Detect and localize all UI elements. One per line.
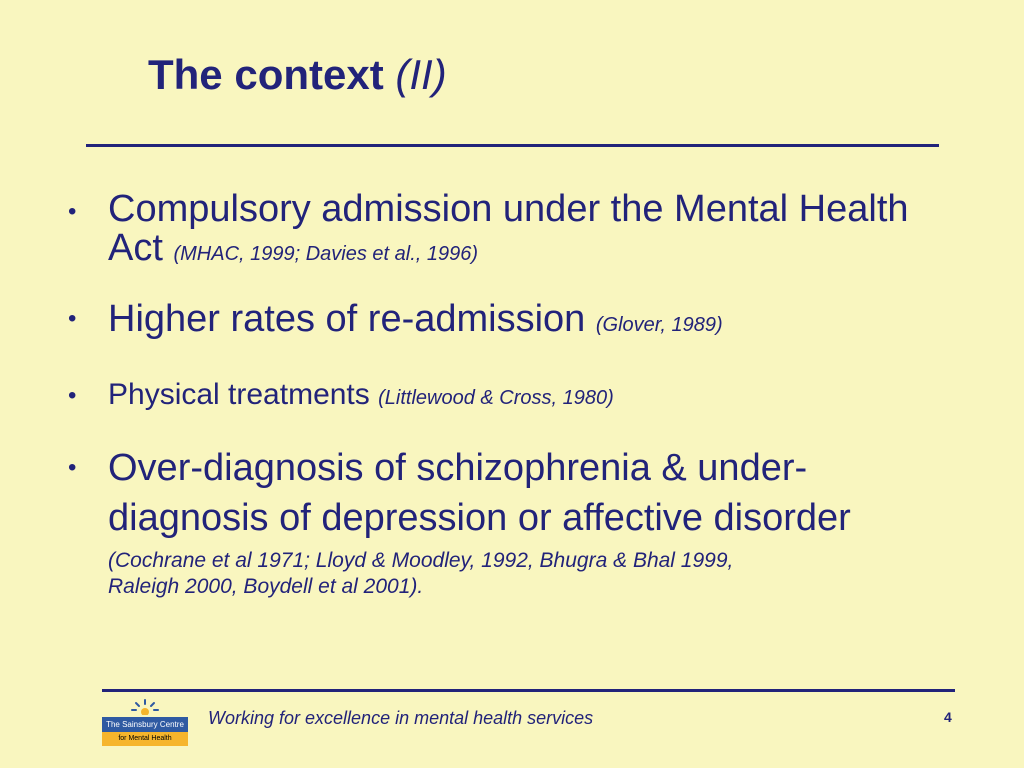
bullet-citation: (Cochrane et al 1971; Lloyd & Moodley, 1992, Bhugra & Bhal 1999, <box>108 549 734 572</box>
bullet-text <box>108 297 723 347</box>
logo-subtitle: for Mental Health <box>102 732 188 746</box>
bullet-main-text: Physical treatments <box>108 378 370 411</box>
footer-tagline: Working for excellence in mental health services <box>208 708 594 728</box>
footer-divider <box>102 689 955 692</box>
bullet-text <box>108 190 958 274</box>
bullet-icon: • <box>68 454 77 481</box>
sainsbury-centre-logo <box>102 699 188 746</box>
bullet-citation: (MHAC, 1999; Davies et al., 1996) <box>173 243 479 265</box>
title-part: (II) <box>395 51 447 98</box>
bullet-main-text: Compulsory admission under the Mental Health Act <box>108 188 909 269</box>
bullet-main-text: Over-diagnosis of schizophrenia & under- <box>108 447 808 489</box>
sun-icon <box>130 699 160 715</box>
title-main: The context <box>148 51 384 98</box>
bullet-icon: • <box>68 198 77 225</box>
bullet-text <box>108 376 614 417</box>
bullet-main-text: Higher rates of re-admission <box>108 298 586 340</box>
title-divider <box>86 144 939 147</box>
bullet-icon: • <box>68 305 77 332</box>
bullet-citation: (Littlewood & Cross, 1980) <box>378 387 614 409</box>
bullet-citation: Raleigh 2000, Boydell et al 2001). <box>108 575 424 598</box>
logo-name: The Sainsbury Centre <box>102 717 188 732</box>
bullet-citation: (Glover, 1989) <box>595 314 723 336</box>
bullet-main-text: diagnosis of depression or affective disorder <box>108 497 851 539</box>
page-number: 4 <box>944 709 952 725</box>
bullet-icon: • <box>68 382 77 409</box>
slide-title <box>148 52 447 98</box>
